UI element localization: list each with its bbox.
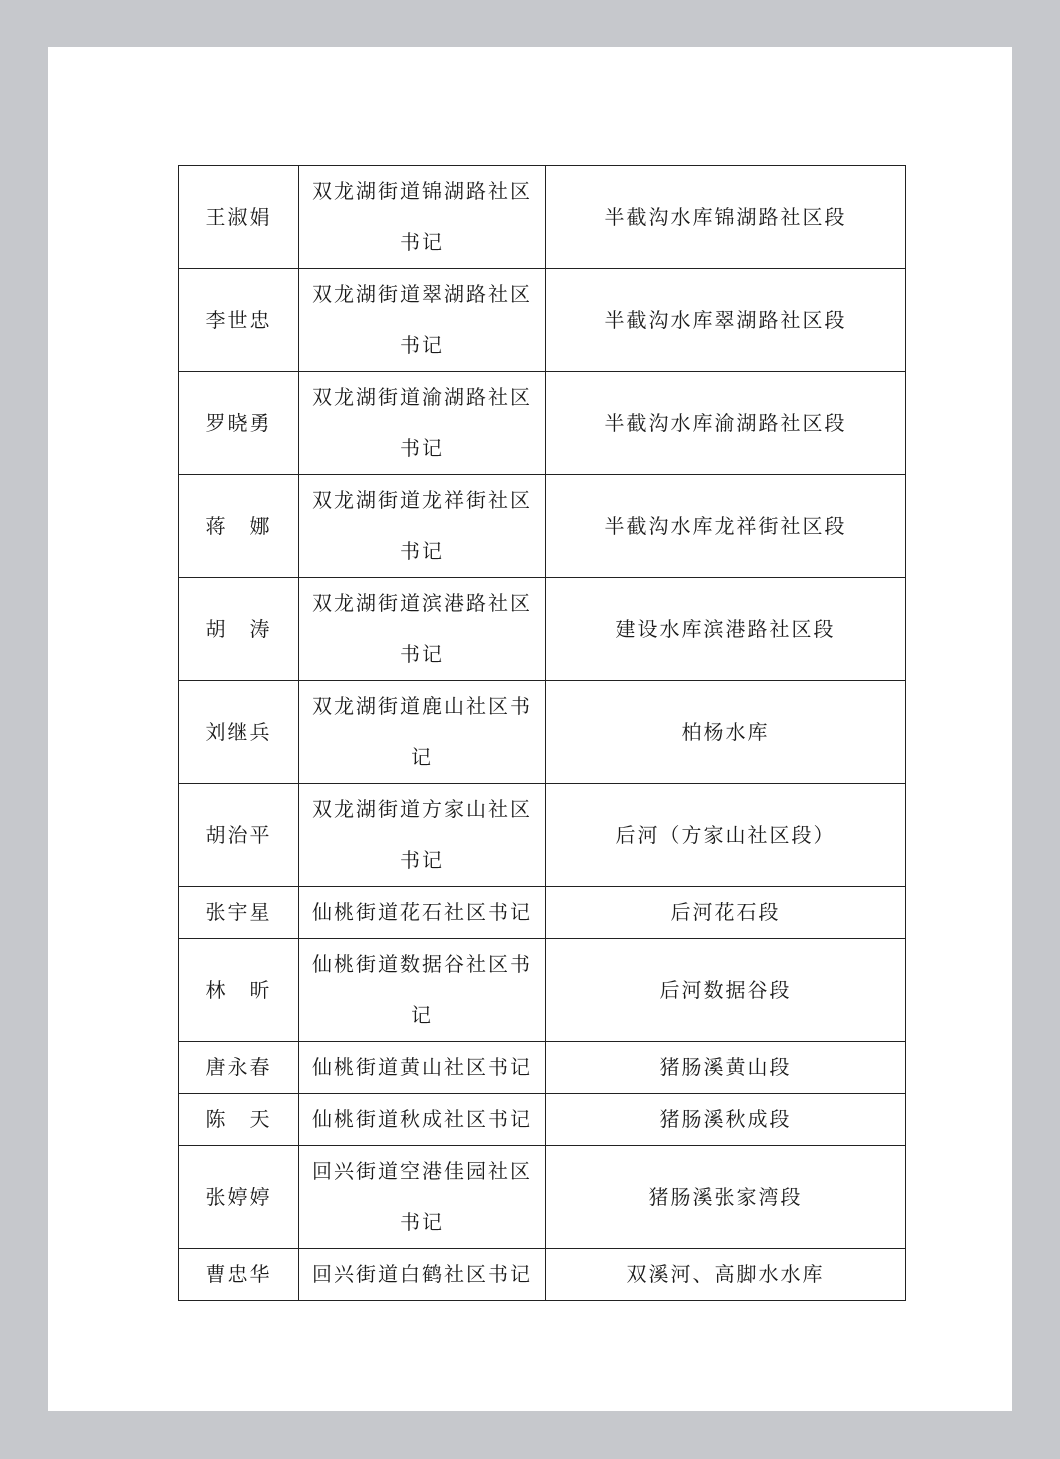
position-cell: 仙桃街道秋成社区书记: [299, 1094, 546, 1146]
assignment-table: [178, 165, 906, 1301]
position-cell: 仙桃街道黄山社区书记: [299, 1042, 546, 1094]
person-name-cell: 刘继兵: [179, 681, 299, 784]
position-cell: 双龙湖街道渝湖路社区书记: [299, 372, 546, 475]
table-row: [179, 578, 906, 681]
person-name-cell: 陈 天: [179, 1094, 299, 1146]
position-cell: 双龙湖街道翠湖路社区书记: [299, 269, 546, 372]
river-section-cell: 半截沟水库翠湖路社区段: [546, 269, 906, 372]
person-name-cell: 唐永春: [179, 1042, 299, 1094]
position-cell: 双龙湖街道龙祥街社区书记: [299, 475, 546, 578]
person-name-cell: 胡 涛: [179, 578, 299, 681]
position-cell: 双龙湖街道锦湖路社区书记: [299, 166, 546, 269]
position-cell: 仙桃街道花石社区书记: [299, 887, 546, 939]
table-row: [179, 1042, 906, 1094]
table-row: [179, 1249, 906, 1301]
river-section-cell: 半截沟水库锦湖路社区段: [546, 166, 906, 269]
position-cell: 回兴街道白鹤社区书记: [299, 1249, 546, 1301]
table-row: [179, 1146, 906, 1249]
table-row: [179, 1094, 906, 1146]
river-section-cell: 后河（方家山社区段）: [546, 784, 906, 887]
document-page: [48, 47, 1012, 1411]
river-section-cell: 后河花石段: [546, 887, 906, 939]
table-body: [179, 166, 906, 1301]
river-section-cell: 建设水库滨港路社区段: [546, 578, 906, 681]
river-section-cell: 双溪河、高脚水水库: [546, 1249, 906, 1301]
river-section-cell: 猪肠溪秋成段: [546, 1094, 906, 1146]
person-name-cell: 蒋 娜: [179, 475, 299, 578]
table-row: [179, 269, 906, 372]
position-cell: 仙桃街道数据谷社区书记: [299, 939, 546, 1042]
table-row: [179, 681, 906, 784]
person-name-cell: 王淑娟: [179, 166, 299, 269]
river-section-cell: 柏杨水库: [546, 681, 906, 784]
position-cell: 双龙湖街道方家山社区书记: [299, 784, 546, 887]
river-section-cell: 后河数据谷段: [546, 939, 906, 1042]
table-row: [179, 372, 906, 475]
person-name-cell: 曹忠华: [179, 1249, 299, 1301]
person-name-cell: 罗晓勇: [179, 372, 299, 475]
river-section-cell: 猪肠溪张家湾段: [546, 1146, 906, 1249]
table-row: [179, 475, 906, 578]
river-section-cell: 半截沟水库渝湖路社区段: [546, 372, 906, 475]
table-row: [179, 166, 906, 269]
position-cell: 双龙湖街道鹿山社区书记: [299, 681, 546, 784]
position-cell: 回兴街道空港佳园社区书记: [299, 1146, 546, 1249]
table-row: [179, 887, 906, 939]
person-name-cell: 林 昕: [179, 939, 299, 1042]
position-cell: 双龙湖街道滨港路社区书记: [299, 578, 546, 681]
river-section-cell: 半截沟水库龙祥街社区段: [546, 475, 906, 578]
river-section-cell: 猪肠溪黄山段: [546, 1042, 906, 1094]
person-name-cell: 李世忠: [179, 269, 299, 372]
table-row: [179, 939, 906, 1042]
table-row: [179, 784, 906, 887]
person-name-cell: 胡治平: [179, 784, 299, 887]
person-name-cell: 张婷婷: [179, 1146, 299, 1249]
person-name-cell: 张宇星: [179, 887, 299, 939]
